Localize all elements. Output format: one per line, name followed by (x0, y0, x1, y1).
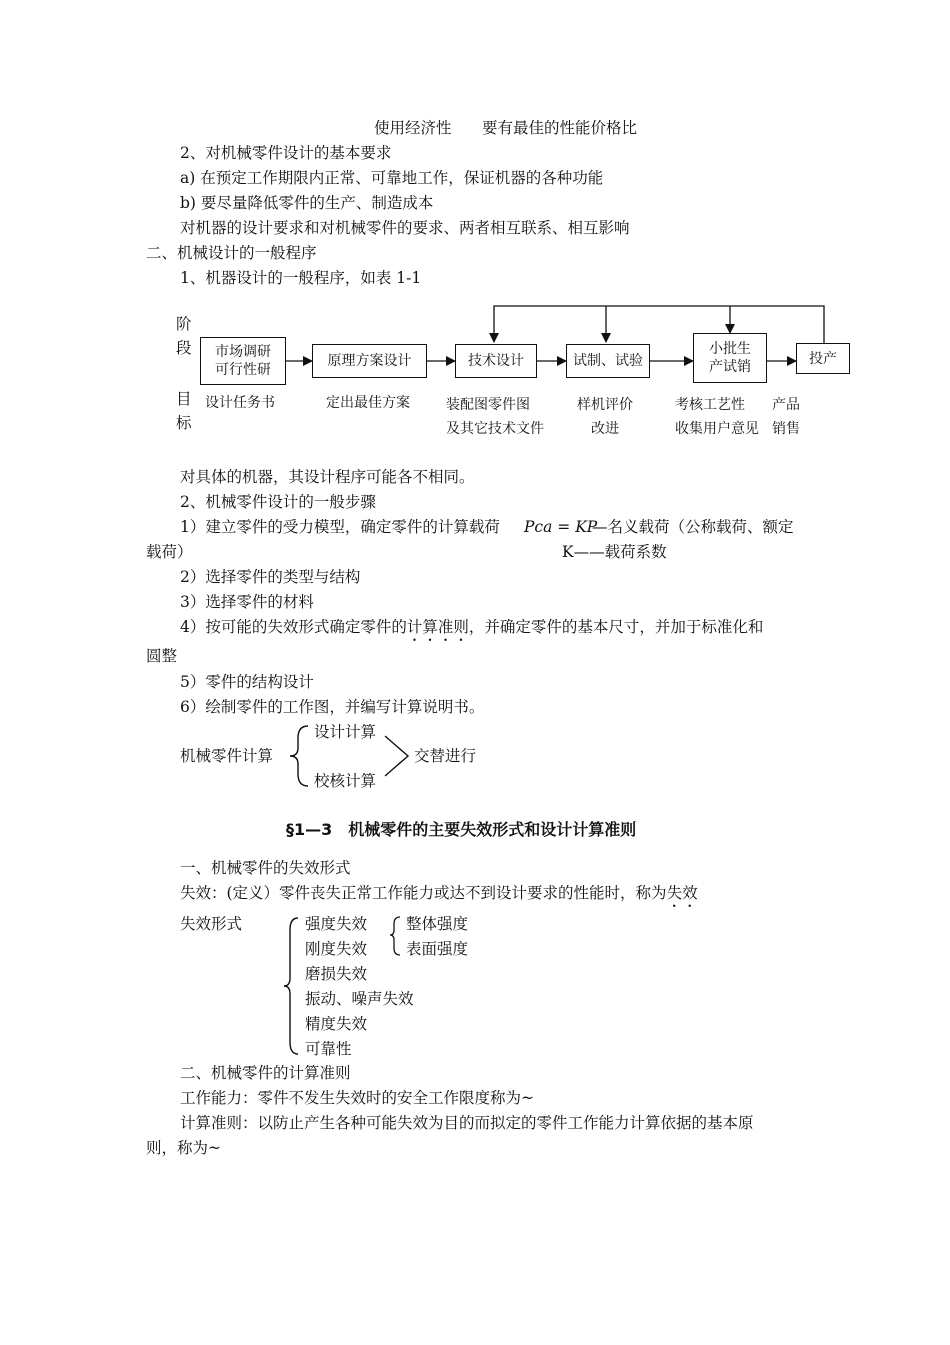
stage-production: 投产 (796, 343, 850, 374)
step-4a: 4）按可能的失效形式确定零件的 (180, 618, 407, 636)
load-formula: Pca = KP (524, 518, 598, 536)
strength-surface: 表面强度 (406, 940, 469, 958)
goal-4: 样机评价 改进 (577, 397, 633, 437)
criteria-title: 二、机械零件的计算准则 (180, 1064, 351, 1082)
goal-1: 设计任务书 (205, 395, 275, 411)
goal-3: 装配图零件图 及其它技术文件 (446, 397, 544, 437)
stage-principle-design: 原理方案设计 (312, 344, 427, 378)
step-5: 5）零件的结构设计 (180, 673, 314, 691)
goal-6: 产品 销售 (772, 397, 800, 437)
step-4b: ，并确定零件的基本尺寸，并加于标准化和 (468, 618, 764, 636)
section-two-sub1: 1、机器设计的一般程序，如表 1-1 (180, 269, 422, 287)
criteria-capacity: 工作能力：零件不发生失效时的安全工作限度称为~ (180, 1089, 534, 1107)
form-wear: 磨损失效 (305, 965, 368, 983)
failure-forms-label: 失效形式 (180, 915, 243, 933)
section-two-title: 二、机械设计的一般程序 (146, 244, 317, 262)
steps-title: 2、机械零件设计的一般步骤 (180, 493, 376, 511)
requirements-title: 2、对机械零件设计的基本要求 (180, 144, 392, 162)
form-precision: 精度失效 (305, 1015, 368, 1033)
failure-title: 一、机械零件的失效形式 (180, 859, 351, 877)
stage-trial: 试制、试验 (566, 344, 650, 378)
calc-result: 交替进行 (414, 747, 477, 765)
form-stiffness: 刚度失效 (305, 940, 368, 958)
section-3-heading: §1—3 机械零件的主要失效形式和设计计算准则 (286, 820, 637, 839)
step-1a: 1）建立零件的受力模型，确定零件的计算载荷 (180, 518, 500, 536)
goal-label: 目标 (176, 390, 192, 432)
goal-5: 考核工艺性 收集用户意见 (675, 397, 759, 437)
step-1-k: K——载荷系数 (562, 543, 667, 561)
step-3: 3）选择零件的材料 (180, 593, 314, 611)
top-line-text: 要有最佳的性能价格比 (482, 119, 638, 137)
step-2: 2）选择零件的类型与结构 (180, 568, 361, 586)
calc-label: 机械零件计算 (180, 747, 274, 765)
calc-design: 设计计算 (314, 723, 377, 741)
requirement-a: a) 在预定工作期限内正常、可靠地工作，保证机器的各种功能 (180, 169, 604, 187)
calc-check: 校核计算 (314, 772, 377, 790)
strength-overall: 整体强度 (406, 915, 469, 933)
form-vibration: 振动、噪声失效 (305, 990, 414, 1008)
stage-technical-design: 技术设计 (455, 344, 537, 378)
criteria-rule-a: 计算准则：以防止产生各种可能失效为目的而拟定的零件工作能力计算依据的基本原 (180, 1114, 754, 1132)
requirement-b: b) 要尽量降低零件的生产、制造成本 (180, 194, 434, 212)
requirements-note: 对机器的设计要求和对机械零件的要求、两者相互联系、相互影响 (180, 219, 630, 237)
failure-def-a: 失效：(定义）零件丧失正常工作能力或达不到设计要求的性能时，称为 (180, 884, 667, 902)
stage-market-research: 市场调研 可行性研 (200, 337, 286, 385)
top-line-label: 使用经济性 (374, 119, 452, 137)
form-reliability: 可靠性 (305, 1040, 352, 1058)
step-1c: 载荷） (146, 543, 193, 561)
after-flow-note: 对具体的机器，其设计程序可能各不相同。 (180, 468, 475, 486)
stage-small-batch: 小批生 产试销 (693, 333, 767, 383)
step-4c: 圆整 (146, 647, 178, 665)
step-4-emph: 计算准则 (406, 618, 469, 636)
form-strength: 强度失效 (305, 915, 368, 933)
failure-def-emph: 失效 (666, 884, 698, 902)
criteria-rule-b: 则，称为~ (146, 1139, 221, 1157)
stage-label: 阶段 (176, 315, 192, 357)
goal-2: 定出最佳方案 (326, 395, 410, 411)
step-6: 6）绘制零件的工作图，并编写计算说明书。 (180, 698, 485, 716)
step-1b: —名义载荷（公称载荷、额定 (592, 518, 794, 536)
